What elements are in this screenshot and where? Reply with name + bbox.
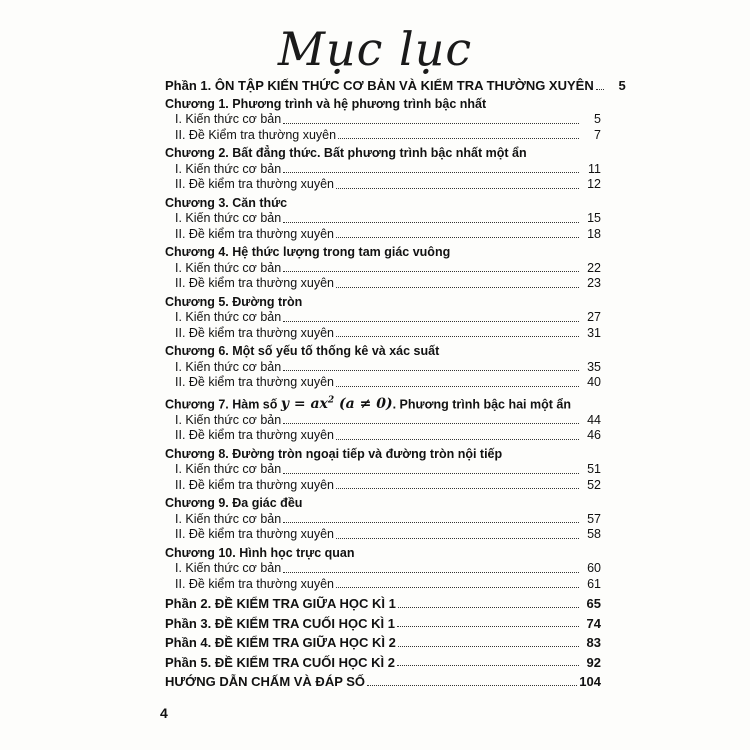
toc-entry-page: 27 (587, 310, 601, 324)
toc-entry-label: Phần 4. ĐỀ KIỂM TRA GIỮA HỌC KÌ 2 (165, 635, 396, 651)
dot-leader (336, 528, 579, 539)
toc-item-row[interactable] (165, 211, 601, 227)
dot-leader (336, 577, 579, 588)
toc-chapter-heading (165, 295, 601, 311)
toc-chapter-label: Chương 7. Hàm số (165, 397, 281, 412)
formula-exponent: 2 (327, 395, 335, 406)
toc-chapter-heading (165, 546, 601, 562)
dot-leader (283, 311, 579, 322)
toc-item-row[interactable] (165, 577, 601, 593)
toc-part-row[interactable] (165, 616, 601, 632)
toc-item-row[interactable] (165, 261, 601, 277)
toc-entry-page: 11 (588, 161, 601, 176)
toc-entry-page: 104 (579, 674, 601, 690)
toc-item-row[interactable] (165, 478, 601, 494)
toc-entry-label: I. Kiến thức cơ bản (175, 211, 282, 225)
dot-leader (367, 675, 577, 686)
toc-entry-label: II. Đề kiểm tra thường xuyên (175, 576, 334, 591)
dot-leader (338, 128, 579, 139)
dot-leader (283, 512, 579, 523)
toc-item-row[interactable] (165, 227, 601, 243)
toc-entry-label: II. Đề kiểm tra thường xuyên (175, 477, 334, 492)
toc-chapter-heading (165, 97, 601, 113)
toc-chapter-label: Chương 9. Đa giác đều (165, 496, 303, 511)
toc-item-row[interactable] (165, 462, 601, 478)
dot-leader (283, 463, 579, 474)
toc-entry-page: 7 (594, 127, 601, 142)
toc-chapter-label-rest: . Phương trình bậc hai một ẩn (392, 397, 571, 412)
dot-leader (283, 360, 579, 371)
toc-entry-label: I. Kiến thức cơ bản (175, 310, 282, 324)
toc-entry-page: 18 (587, 226, 601, 241)
toc-entry-page: 12 (587, 177, 601, 191)
toc-entry-label: I. Kiến thức cơ bản (175, 462, 282, 477)
toc-entry-page: 44 (587, 412, 601, 427)
toc-entry-page: 52 (587, 477, 601, 492)
toc-entry-label: Phần 2. ĐỀ KIỂM TRA GIỮA HỌC KÌ 1 (165, 596, 396, 612)
toc-entry-page: 15 (587, 211, 601, 225)
toc-item-row[interactable] (165, 177, 601, 193)
toc-entry-page: 83 (586, 635, 601, 651)
toc-entry-label: II. Đề kiểm tra thường xuyên (175, 527, 334, 542)
dot-leader (336, 478, 579, 489)
toc-item-row[interactable] (165, 276, 601, 292)
toc-entry-label: HƯỚNG DẪN CHẤM VÀ ĐÁP SỐ (165, 674, 366, 690)
toc-entry-label: I. Kiến thức cơ bản (175, 359, 282, 374)
toc-entry-label: I. Kiến thức cơ bản (175, 511, 282, 526)
toc-entry-page: 60 (587, 561, 601, 576)
formula-base: y = ax (280, 396, 328, 413)
toc-entry-page: 92 (586, 654, 601, 670)
page-number: 4 (160, 705, 168, 721)
dot-leader (397, 655, 579, 666)
toc-entry-page: 74 (586, 615, 601, 631)
toc-item-row[interactable] (165, 128, 601, 144)
page-title: Mục lục (277, 22, 473, 76)
dot-leader (336, 429, 579, 440)
toc-chapter-label: Chương 10. Hình học trực quan (165, 545, 355, 560)
toc-entry-label: II. Đề Kiểm tra thường xuyên (175, 127, 337, 142)
dot-leader (596, 79, 604, 90)
toc-entry-label: Phần 3. ĐỀ KIỂM TRA CUỐI HỌC KÌ 1 (165, 615, 395, 631)
toc-entry-label: II. Đề kiểm tra thường xuyên (175, 325, 334, 340)
toc-item-row[interactable] (165, 326, 601, 342)
toc-entry-label: II. Đề kiểm tra thường xuyên (175, 428, 334, 443)
toc-entry-page: 58 (587, 527, 601, 542)
toc-chapter-heading (165, 447, 601, 463)
dot-leader (283, 413, 579, 424)
toc-chapter-formula (281, 396, 393, 412)
toc-entry-page: 22 (587, 260, 601, 275)
dot-leader (336, 227, 579, 238)
toc-item-row[interactable] (165, 310, 601, 326)
dot-leader (336, 178, 579, 189)
toc-part-row[interactable] (165, 655, 601, 671)
toc-entry-page: 65 (586, 596, 601, 612)
toc-item-row[interactable] (165, 527, 601, 543)
toc-chapter-heading (165, 245, 601, 261)
table-of-contents (165, 78, 626, 690)
toc-item-row[interactable] (165, 413, 601, 429)
dot-leader (397, 616, 579, 627)
dot-leader (283, 212, 579, 223)
toc-entry-page: 40 (587, 375, 601, 389)
toc-chapter-heading (165, 196, 601, 212)
toc-entry-page: 51 (587, 462, 601, 477)
toc-chapter-label: Chương 4. Hệ thức lượng trong tam giác vuông (165, 245, 451, 259)
toc-entry-label: II. Đề kiểm tra thường xuyên (175, 177, 334, 191)
toc-entry-page: 23 (587, 276, 601, 290)
dot-leader (283, 261, 579, 272)
dot-leader (283, 113, 579, 124)
toc-entry-label: I. Kiến thức cơ bản (175, 112, 282, 126)
toc-part-row[interactable] (165, 635, 601, 651)
toc-item-row[interactable] (165, 512, 601, 528)
toc-chapter-label: Chương 1. Phương trình và hệ phương trình bậc nhất (165, 96, 487, 111)
toc-item-row[interactable] (165, 375, 601, 391)
toc-item-row[interactable] (165, 561, 601, 577)
toc-chapter-label: Chương 3. Căn thức (165, 195, 288, 210)
toc-item-row[interactable] (165, 162, 601, 178)
toc-chapter-heading (165, 344, 601, 360)
toc-chapter-label: Chương 6. Một số yếu tố thống kê và xác suất (165, 344, 440, 358)
dot-leader (398, 636, 579, 647)
toc-chapter-heading (165, 146, 601, 162)
dot-leader (336, 277, 579, 288)
toc-item-row[interactable] (165, 112, 601, 128)
toc-entry-label: I. Kiến thức cơ bản (175, 412, 282, 427)
toc-part-row[interactable] (165, 596, 601, 612)
toc-entry-page: 5 (618, 78, 626, 93)
dot-leader (336, 376, 579, 387)
toc-entry-page: 35 (587, 359, 601, 374)
toc-entry-label: I. Kiến thức cơ bản (175, 561, 282, 576)
toc-chapter-heading (165, 496, 601, 512)
toc-entry-label: II. Đề kiểm tra thường xuyên (175, 226, 334, 241)
toc-entry-page: 57 (587, 511, 601, 526)
toc-chapter-label: Chương 5. Đường tròn (165, 294, 303, 309)
toc-entry-label: Phần 1. ÔN TẬP KIẾN THỨC CƠ BẢN VÀ KIỂM TRA THƯỜNG XUYÊN (165, 78, 594, 93)
toc-entry-label: II. Đề kiểm tra thường xuyên (175, 375, 334, 389)
toc-entry-label: I. Kiến thức cơ bản (175, 260, 282, 275)
toc-part-row[interactable] (165, 78, 626, 94)
toc-entry-page: 46 (587, 428, 601, 443)
toc-entry-page: 31 (587, 325, 601, 340)
dot-leader (283, 562, 579, 573)
toc-entry-page: 5 (594, 112, 601, 126)
toc-entry-label: Phần 5. ĐỀ KIỂM TRA CUỐI HỌC KÌ 2 (165, 654, 395, 670)
toc-chapter-heading (165, 394, 601, 413)
toc-entry-page: 61 (587, 576, 601, 591)
toc-entry-label: I. Kiến thức cơ bản (175, 161, 282, 176)
toc-entry-label: II. Đề kiểm tra thường xuyên (175, 276, 334, 290)
toc-part-row[interactable] (165, 674, 601, 690)
toc-chapter-label: Chương 8. Đường tròn ngoại tiếp và đường tròn nội tiếp (165, 446, 503, 461)
toc-chapter-label: Chương 2. Bất đẳng thức. Bất phương trình bậc nhất một ẩn (165, 146, 527, 160)
dot-leader (336, 326, 579, 337)
formula-condition: (a ≠ 0) (334, 396, 393, 413)
toc-item-row[interactable] (165, 360, 601, 376)
dot-leader (283, 162, 579, 173)
dot-leader (398, 597, 579, 608)
toc-item-row[interactable] (165, 428, 601, 444)
